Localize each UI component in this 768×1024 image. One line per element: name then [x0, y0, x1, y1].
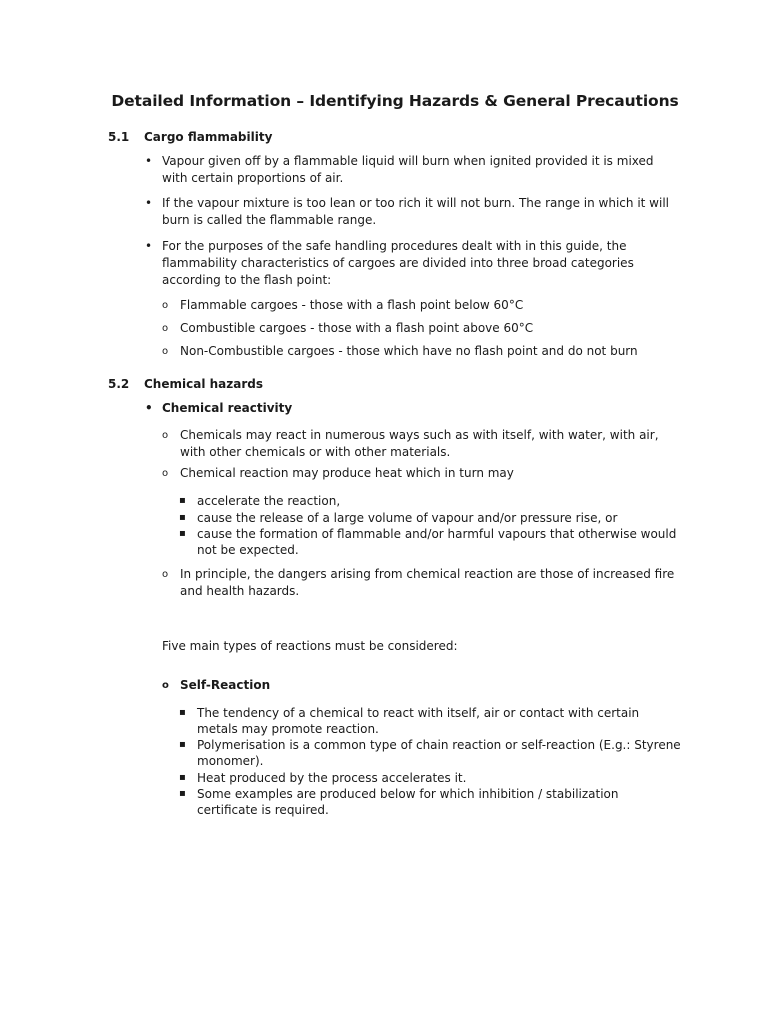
subheading-chemical-reactivity: • Chemical reactivity	[162, 400, 682, 417]
section-heading-5-2	[108, 377, 263, 391]
subheading-self-reaction: o Self-Reaction	[180, 677, 685, 694]
list-item: • Vapour given off by a flammable liquid will burn when ignited provided it is mixed with certain proportions of air.	[162, 153, 682, 187]
list-item: o Non-Combustible cargoes - those which have no flash point and do not burn	[180, 343, 685, 360]
list-item: • For the purposes of the safe handling procedures dealt with in this guide, the flammability characteristics of cargoes are divided into three broad categories according to the flash point:	[162, 238, 682, 289]
list-item: o Combustible cargoes - those with a flash point above 60°C	[180, 320, 685, 337]
list-item: ▪ Some examples are produced below for which inhibition / stabilization certificate is required.	[197, 786, 682, 818]
section-title: Chemical hazards	[144, 377, 263, 391]
list-item: o Flammable cargoes - those with a flash point below 60°C	[180, 297, 685, 314]
list-item: o Chemical reaction may produce heat which in turn may	[180, 465, 685, 482]
section-heading-5-1	[108, 130, 272, 144]
list-item: ▪ cause the formation of flammable and/or harmful vapours that otherwise would not be expected.	[197, 526, 682, 558]
page-title: Detailed Information – Identifying Hazards & General Precautions	[111, 92, 679, 110]
list-item: ▪ The tendency of a chemical to react with itself, air or contact with certain metals may promote reaction.	[197, 705, 682, 737]
list-item: ▪ accelerate the reaction,	[197, 493, 682, 509]
list-item: ▪ Heat produced by the process accelerates it.	[197, 770, 682, 786]
section-title: Cargo flammability	[144, 130, 273, 144]
section-number: 5.2	[108, 377, 130, 391]
list-item: o In principle, the dangers arising from chemical reaction are those of increased fire and health hazards.	[180, 566, 685, 600]
list-item: o Chemicals may react in numerous ways such as with itself, with water, with air, with other chemicals or with other materials.	[180, 427, 685, 461]
list-item: • If the vapour mixture is too lean or too rich it will not burn. The range in which it will burn is called the flammable range.	[162, 195, 682, 229]
list-item: ▪ Polymerisation is a common type of chain reaction or self-reaction (E.g.: Styrene monomer).	[197, 737, 682, 769]
list-item: ▪ cause the release of a large volume of vapour and/or pressure rise, or	[197, 510, 682, 526]
reactions-intro: Five main types of reactions must be considered:	[162, 639, 458, 653]
section-number: 5.1	[108, 130, 130, 144]
